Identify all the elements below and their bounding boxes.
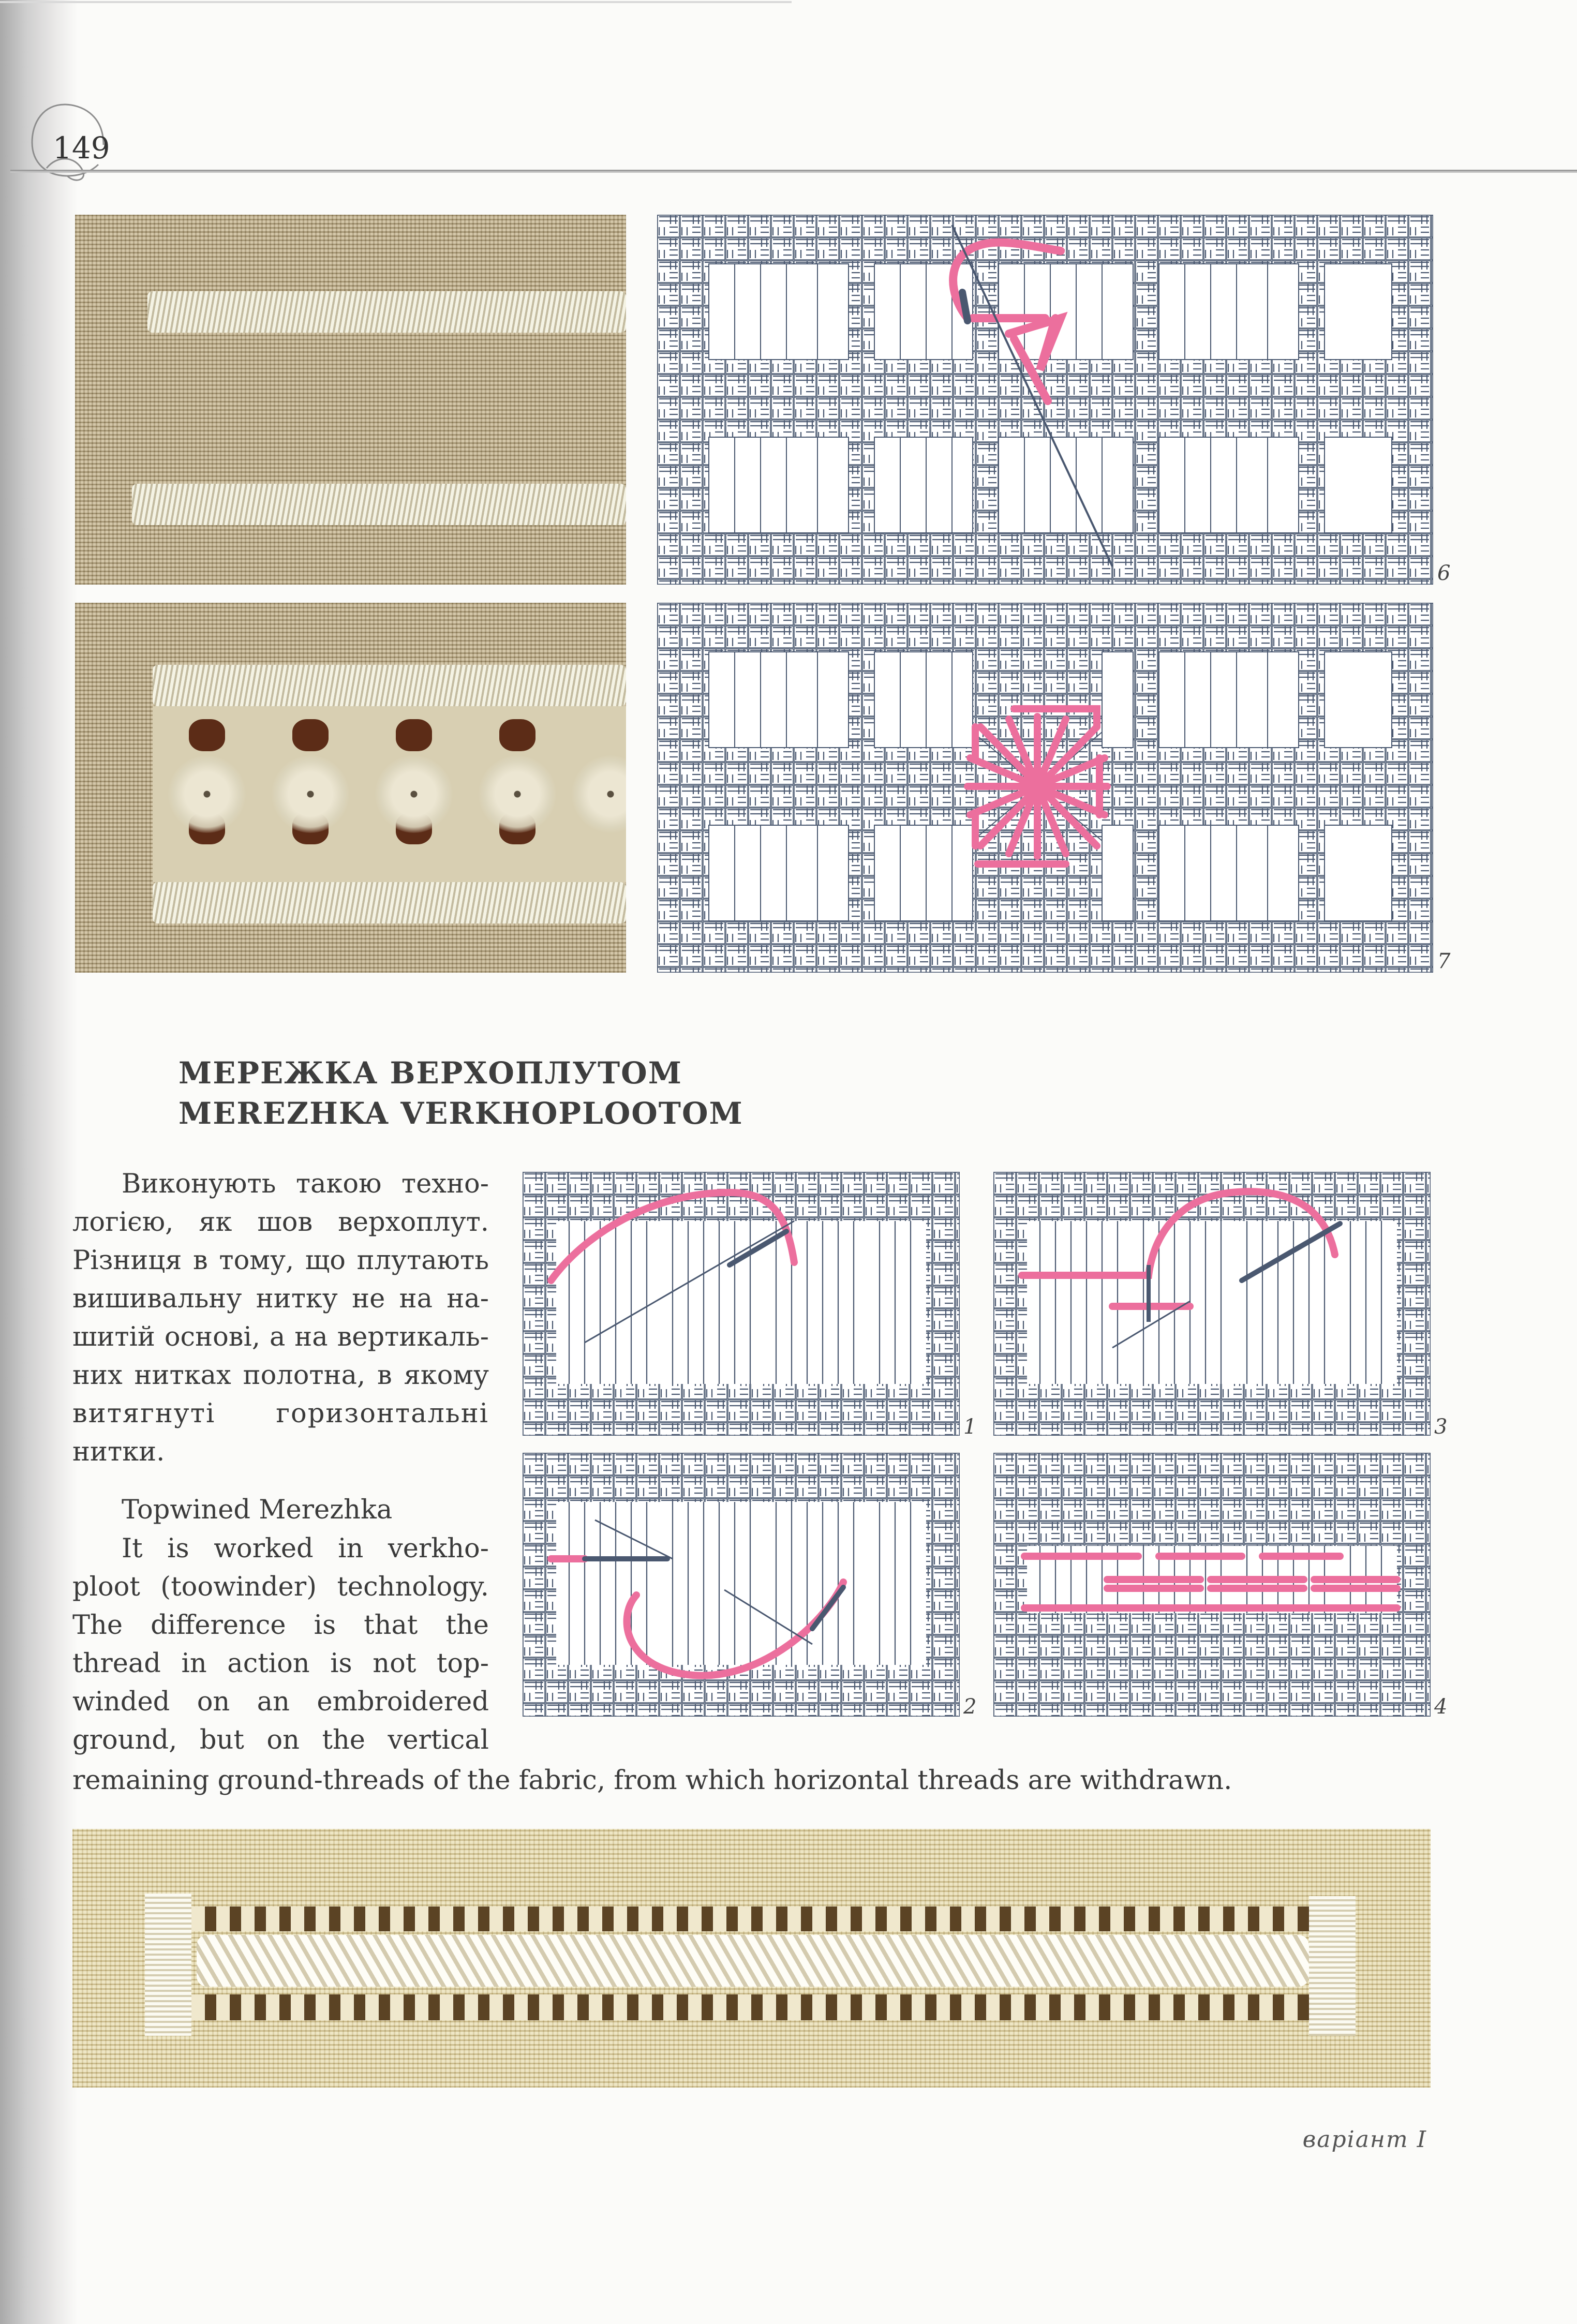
photo-caption: варіант I <box>1302 2126 1427 2153</box>
photo-topwined-merezhka <box>72 1829 1431 2088</box>
ua-line-8: нитки. <box>72 1437 165 1467</box>
ua-line-4: вишивальну нитку не на на- <box>72 1284 489 1314</box>
page-number-ornament <box>26 98 114 186</box>
diagram-4 <box>993 1453 1431 1717</box>
ua-line-1: Виконують такою техно- <box>122 1169 489 1199</box>
weave-grid-diagram-6 <box>657 215 1433 585</box>
ua-line-7: витягнуті горизонтальні <box>72 1398 489 1429</box>
heading-ua: МЕРЕЖКА ВЕРХОПЛУТОМ <box>178 1055 682 1091</box>
diagram-6 <box>657 215 1433 585</box>
ua-line-2: логією, як шов верхоплут. <box>72 1207 489 1238</box>
photo-flower-merezhka <box>75 603 626 973</box>
top-edge-line <box>0 1 792 3</box>
weave-grid-diagram-7 <box>657 603 1433 973</box>
page-gutter-shadow <box>0 0 78 2324</box>
en-line-7: remaining ground-threads of the fabric, from which horizontal threads are withdrawn. <box>72 1765 1232 1796</box>
figure-label-7: 7 <box>1437 949 1451 973</box>
header-rule <box>10 170 1577 173</box>
figure-label-4: 4 <box>1434 1695 1448 1719</box>
ua-line-3: Різниця в тому, що плутають <box>72 1245 489 1276</box>
weave-grid-diagram-2 <box>523 1453 960 1717</box>
weave-grid-diagram-4 <box>993 1453 1431 1717</box>
en-line-4: thread in action is not top- <box>72 1648 489 1679</box>
figure-label-3: 3 <box>1434 1415 1448 1439</box>
ua-line-5: шитій основі, а на вертикаль- <box>72 1322 489 1352</box>
en-line-1: It is worked in verkho- <box>122 1533 489 1564</box>
diagram-3 <box>993 1172 1431 1436</box>
diagram-1 <box>523 1172 960 1436</box>
heading-en: MEREZHKA VERKHOPLOOTOM <box>178 1096 743 1131</box>
weave-grid-diagram-3 <box>993 1172 1431 1436</box>
en-line-5: winded on an embroidered <box>72 1687 489 1717</box>
figure-label-1: 1 <box>963 1415 977 1439</box>
figure-label-6: 6 <box>1437 561 1451 585</box>
figure-label-2: 2 <box>963 1695 977 1719</box>
ua-line-6: них нитках полотна, в якому <box>72 1360 489 1391</box>
diagram-7 <box>657 603 1433 973</box>
en-line-6: ground, but on the vertical <box>72 1725 489 1755</box>
photo-satin-bands <box>75 215 626 585</box>
en-line-2: ploot (toowinder) technology. <box>72 1572 489 1602</box>
en-title: Topwined Merezhka <box>122 1495 393 1525</box>
en-line-3: The difference is that the <box>72 1610 489 1641</box>
page-number: 149 <box>53 130 110 166</box>
diagram-2 <box>523 1453 960 1717</box>
weave-grid-diagram-1 <box>523 1172 960 1436</box>
